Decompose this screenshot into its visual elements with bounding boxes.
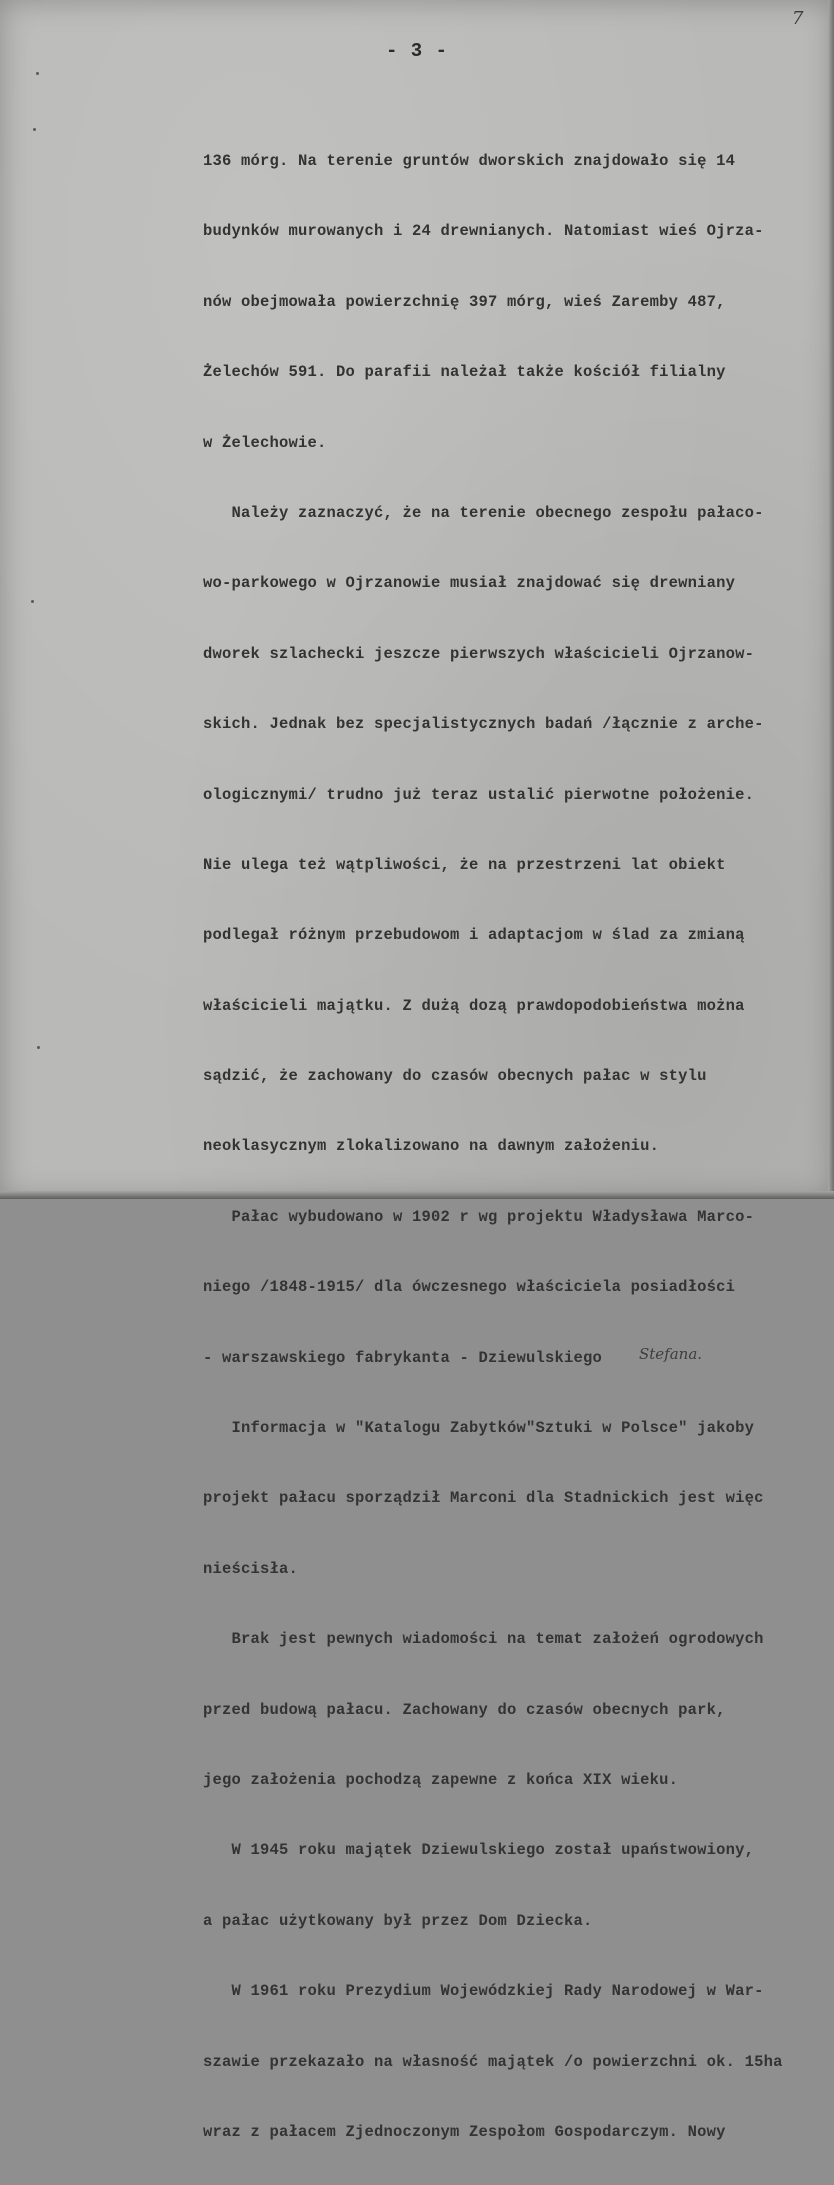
text-line: w Żelechowie.	[203, 433, 327, 452]
text-line: budynków murowanych i 24 drewnianych. Natomiast wieś Ojrza-	[203, 222, 764, 241]
page-number: - 3 -	[385, 40, 448, 62]
text-line: Brak jest pewnych wiadomości na temat założeń ogrodowych	[203, 1630, 764, 1649]
text-line: Informacja w "Katalogu Zabytków"Sztuki w Polsce" jakoby	[203, 1419, 755, 1438]
text-line: nieścisła.	[203, 1559, 299, 1578]
page-edge-right	[828, 0, 834, 1199]
text-line: podlegał różnym przebudowom i adaptacjom w ślad za zmianą	[203, 926, 745, 945]
text-line: przed budową pałacu. Zachowany do czasów obecnych park,	[203, 1700, 726, 1719]
text-line: właścicieli majątku. Z dużą dozą prawdopodobieństwa można	[203, 996, 745, 1015]
text-line: projekt pałacu sporządził Marconi dla Stadnickich jest więc	[203, 1489, 764, 1508]
text-line: Żelechów 591. Do parafii należał także kościół filialny	[203, 363, 726, 382]
text-line: nów obejmowała powierzchnię 397 mórg, wieś Zaremby 487,	[203, 292, 726, 311]
text-line: W 1945 roku majątek Dziewulskiego został upaństwowiony,	[203, 1841, 755, 1860]
text-line: 136 mórg. Na terenie gruntów dworskich znajdowało się 14	[203, 152, 736, 170]
text-line: Należy zaznaczyć, że na terenie obecnego zespołu pałaco-	[203, 503, 764, 522]
binding-hole-mark	[33, 128, 36, 131]
text-line: W 1961 roku Prezydium Wojewódzkiej Rady Narodowej w War-	[203, 1982, 764, 2001]
binding-hole-mark	[31, 600, 34, 603]
text-line: szawie przekazało na własność majątek /o powierzchni ok. 15ha	[203, 2052, 783, 2071]
text-line: wraz z pałacem Zjednoczonym Zespołom Gospodarczym. Nowy	[203, 2122, 726, 2141]
binding-hole-mark	[37, 1046, 40, 1049]
text-line-with-insert	[203, 1341, 828, 1375]
folio-number: 7	[792, 8, 804, 29]
body-text	[203, 108, 828, 2185]
text-line: ologicznymi/ trudno już teraz ustalić pierwotne położenie.	[203, 785, 755, 804]
text-line: wo-parkowego w Ojrzanowie musiał znajdować się drewniany	[203, 574, 736, 593]
text-line: dworek szlachecki jeszcze pierwszych właścicieli Ojrzanow-	[203, 644, 755, 663]
text-line: Pałac wybudowano w 1902 r wg projektu Władysława Marco-	[203, 1207, 755, 1226]
text-line: Nie ulega też wątpliwości, że na przestrzeni lat obiekt	[203, 855, 726, 874]
binding-hole-mark	[36, 72, 39, 75]
text-line: a pałac użytkowany był przez Dom Dziecka.	[203, 1911, 593, 1930]
text-line: sądzić, że zachowany do czasów obecnych pałac w stylu	[203, 1067, 707, 1086]
text-line: neoklasycznym zlokalizowano na dawnym założeniu.	[203, 1137, 660, 1156]
text-line: skich. Jednak bez specjalistycznych badań /łącznie z arche-	[203, 715, 764, 734]
text-line: niego /1848-1915/ dla ówczesnego właściciela posiadłości	[203, 1278, 736, 1297]
text-line: jego założenia pochodzą zapewne z końca XIX wieku.	[203, 1770, 679, 1789]
handwritten-insert: Stefana.	[639, 1344, 703, 1363]
text-line: - warszawskiego fabrykanta - Dziewulskiego	[203, 1348, 603, 1367]
